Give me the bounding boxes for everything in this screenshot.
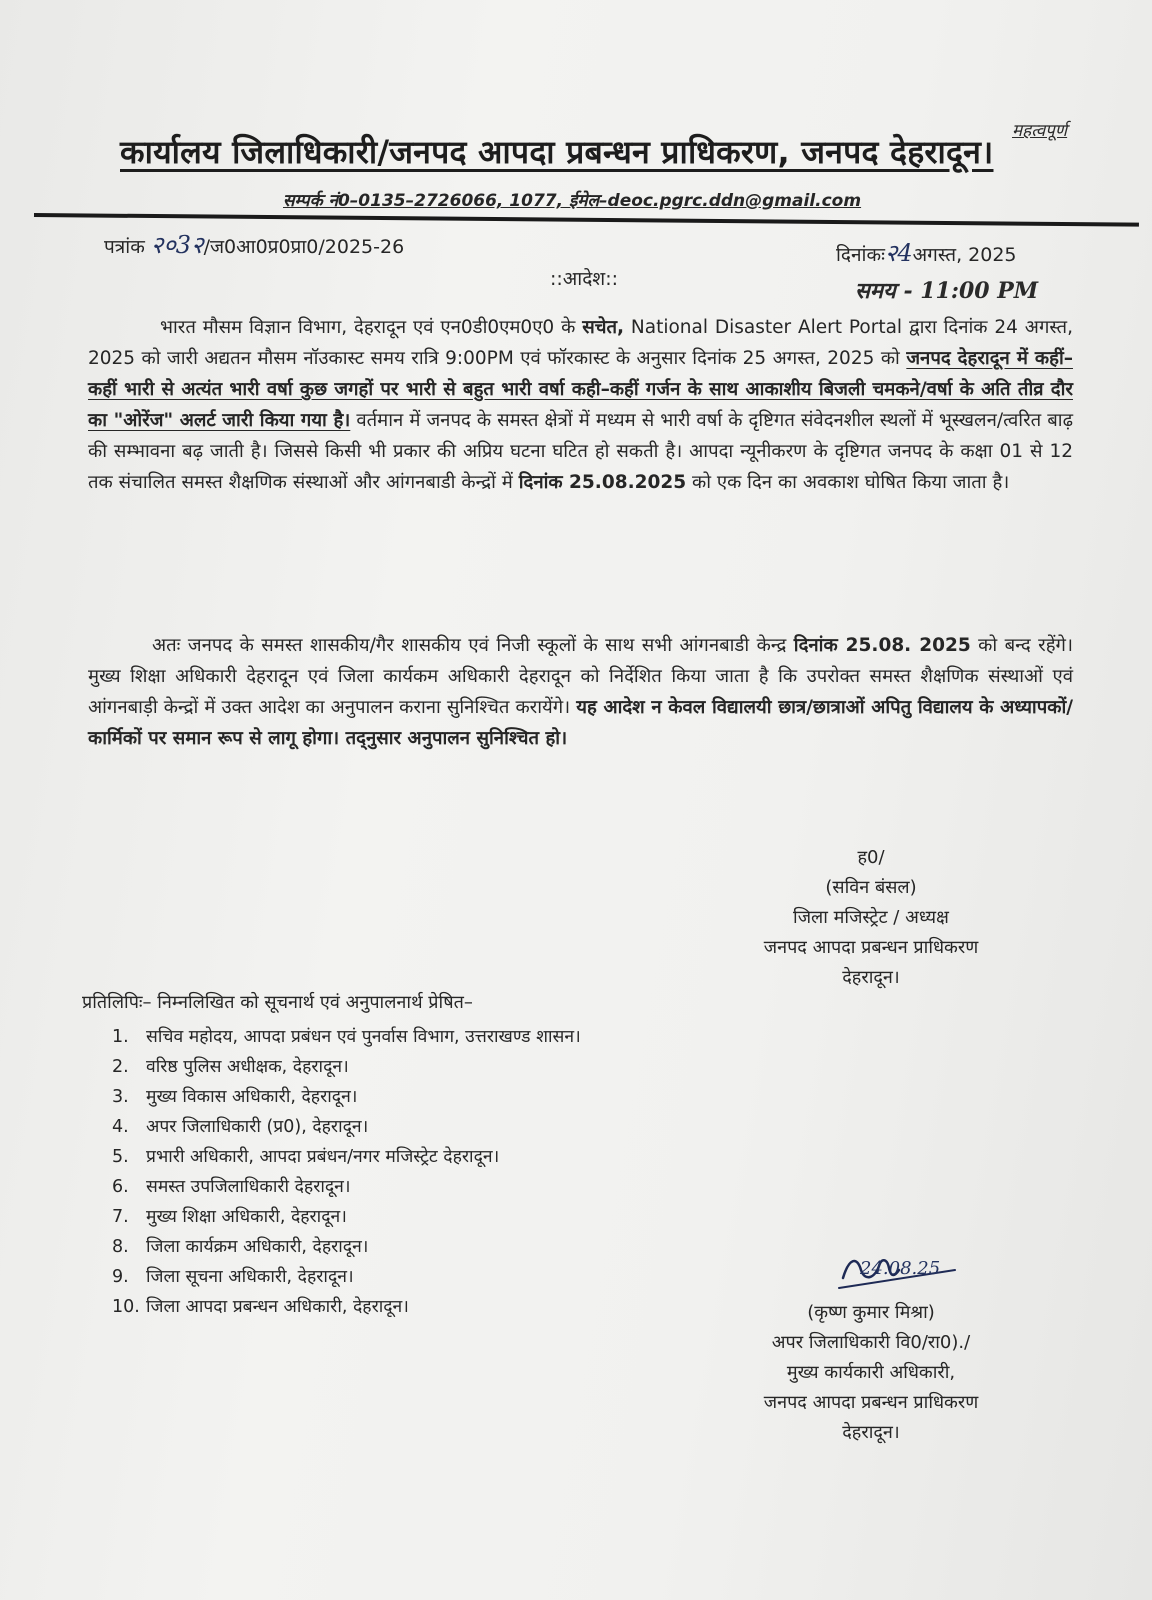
dm-org: जनपद आपदा प्रबन्धन प्राधिकरण (763, 937, 979, 958)
contact-line: सम्पर्क नं0–0135–2726066, 1077, ईमेल–deoc.pgrc.ddn@gmail.com (283, 191, 862, 211)
order-heading: ::आदेश:: (550, 268, 619, 290)
cc-list (112, 1022, 581, 1322)
signatory-adm (706, 1298, 1036, 1448)
para1-part2: National Disaster Alert Portal द्वारा दिनांक 24 अगस्त, 2025 को जारी अद्यतन मौसम नॉउकास्ट समय रात्रि 9:00PM एवं फॉरकास्ट के अनुसार दिनांक 25 अगस्त, 2025 को (88, 317, 1073, 369)
order-paragraph-1 (88, 312, 1073, 498)
list-item: 5. प्रभारी अधिकारी, आपदा प्रबंधन/नगर मजिस्ट्रेट देहरादून। (112, 1147, 500, 1167)
dm-place: देहरादून। (842, 967, 900, 988)
para2-part1: अतः जनपद के समस्त शासकीय/गैर शासकीय एवं निजी स्कूलों के साथ सभी आंगनबाडी केन्द्र (152, 635, 787, 656)
para2-bold-end: यह आदेश न केवल विद्यालयी छात्र/छात्राओं अपितु विद्यालय के अध्यापकों/कार्मिकों पर समान रूप से लागू होगा। तद्नुसार अनुपालन सुनिश्चित हो। (88, 697, 1073, 749)
letter-time: समय - 11:00 PM (855, 278, 1039, 304)
date-rest: अगस्त, 2025 (912, 244, 1017, 266)
signed-mark: ह0/ (857, 847, 885, 868)
list-item: 9. जिला सूचना अधिकारी, देहरादून। (112, 1267, 354, 1287)
letter-reference (104, 228, 404, 261)
dm-designation: जिला मजिस्ट्रेट / अध्यक्ष (793, 907, 949, 928)
date-label: दिनांकः (836, 244, 885, 266)
list-item: 1. सचिव महोदय, आपदा प्रबंधन एवं पुनर्वास विभाग, उत्तराखण्ड शासन। (112, 1027, 581, 1047)
dm-name: (सविन बंसल) (825, 877, 917, 898)
para1-sachet: सचेत, (582, 317, 625, 338)
header-divider (34, 213, 1139, 227)
ref-suffix: /ज0आ0प्र0प्रा0/2025-26 (203, 236, 405, 258)
para1-part3: वर्तमान में जनपद के समस्त क्षेत्रों में मध्यम से भारी वर्षा के दृष्टिगत संवेदनशील स्थलों में भूस्खलन/त्वरित बाढ़ की सम्भावना बढ़ जाती है। जिससे किसी भी प्रकार की अप्रिय घटना घटित हो सकती है। आपदा न्यूनीकरण के दृष्टिगत जनपद के कक्षा 01 से 12 तक संचालित समस्त शैक्षणिक संस्थाओं और आंगनबाडी केन्द्रों में (88, 410, 1073, 493)
adm-designation-2: मुख्य कार्यकारी अधिकारी, (786, 1362, 956, 1383)
signatory-dm (706, 843, 1036, 993)
closure-date: दिनांक 25.08. 2025 (793, 635, 971, 656)
ref-number: २०3२ (150, 231, 204, 259)
list-item: 6. समस्त उपजिलाधिकारी देहरादून। (112, 1177, 351, 1197)
orange-alert-highlight: जनपद देहरादून में कहीं–कहीं भारी से अत्यंत भारी वर्षा कुछ जगहों पर भारी से बहुत भारी वर्षा कही–कहीं गर्जन के साथ आकाशीय बिजली चमकने/वर्षा के अति तीव्र दौर का "ओरेंज" अलर्ट जारी किया गया है। (88, 348, 1073, 431)
letter-date (836, 236, 1017, 269)
adm-place: देहरादून। (842, 1422, 900, 1443)
adm-designation: अपर जिलाधिकारी वि0/रा0)./ (771, 1332, 971, 1353)
office-title: कार्यालय जिलाधिकारी/जनपद आपदा प्रबन्धन प्राधिकरण, जनपद देहरादून। (120, 133, 994, 171)
cc-heading: प्रतिलिपिः– निम्नलिखित को सूचनार्थ एवं अनुपालनार्थ प्रेषित– (82, 992, 473, 1013)
signature-date: 24.08.25 (860, 1258, 941, 1279)
date-day: २4 (884, 239, 913, 267)
list-item: 10. जिला आपदा प्रबन्धन अधिकारी, देहरादून। (112, 1297, 409, 1317)
list-item: 8. जिला कार्यक्रम अधिकारी, देहरादून। (112, 1237, 369, 1257)
para1-part1: भारत मौसम विज्ञान विभाग, देहरादून एवं एन0डी0एम0ए0 के (160, 317, 576, 338)
order-paragraph-2 (88, 630, 1073, 754)
adm-name: (कृष्ण कुमार मिश्रा) (807, 1302, 935, 1323)
list-item: 2. वरिष्ठ पुलिस अधीक्षक, देहरादून। (112, 1057, 349, 1077)
holiday-date: दिनांक 25.08.2025 (518, 472, 687, 493)
importance-note: महत्वपूर्ण (1012, 121, 1068, 141)
list-item: 3. मुख्य विकास अधिकारी, देहरादून। (112, 1087, 358, 1107)
para1-part4: को एक दिन का अवकाश घोषित किया जाता है। (691, 472, 1010, 493)
list-item: 4. अपर जिलाधिकारी (प्र0), देहरादून। (112, 1117, 369, 1137)
para2-part2: को बन्द रहेंगे। मुख्य शिक्षा अधिकारी देहरादून एवं जिला कार्यकम अधिकारी देहरादून को निर्देशित किया जाता है कि उपरोक्त समस्त शैक्षणिक संस्थाओं एवं आंगनबाड़ी केन्द्रों में उक्त आदेश का अनुपालन कराना सुनिश्चित करायेंगे। (88, 635, 1073, 718)
list-item: 7. मुख्य शिक्षा अधिकारी, देहरादून। (112, 1207, 347, 1227)
ref-label: पत्रांक (104, 236, 145, 258)
adm-org: जनपद आपदा प्रबन्धन प्राधिकरण (763, 1392, 979, 1413)
